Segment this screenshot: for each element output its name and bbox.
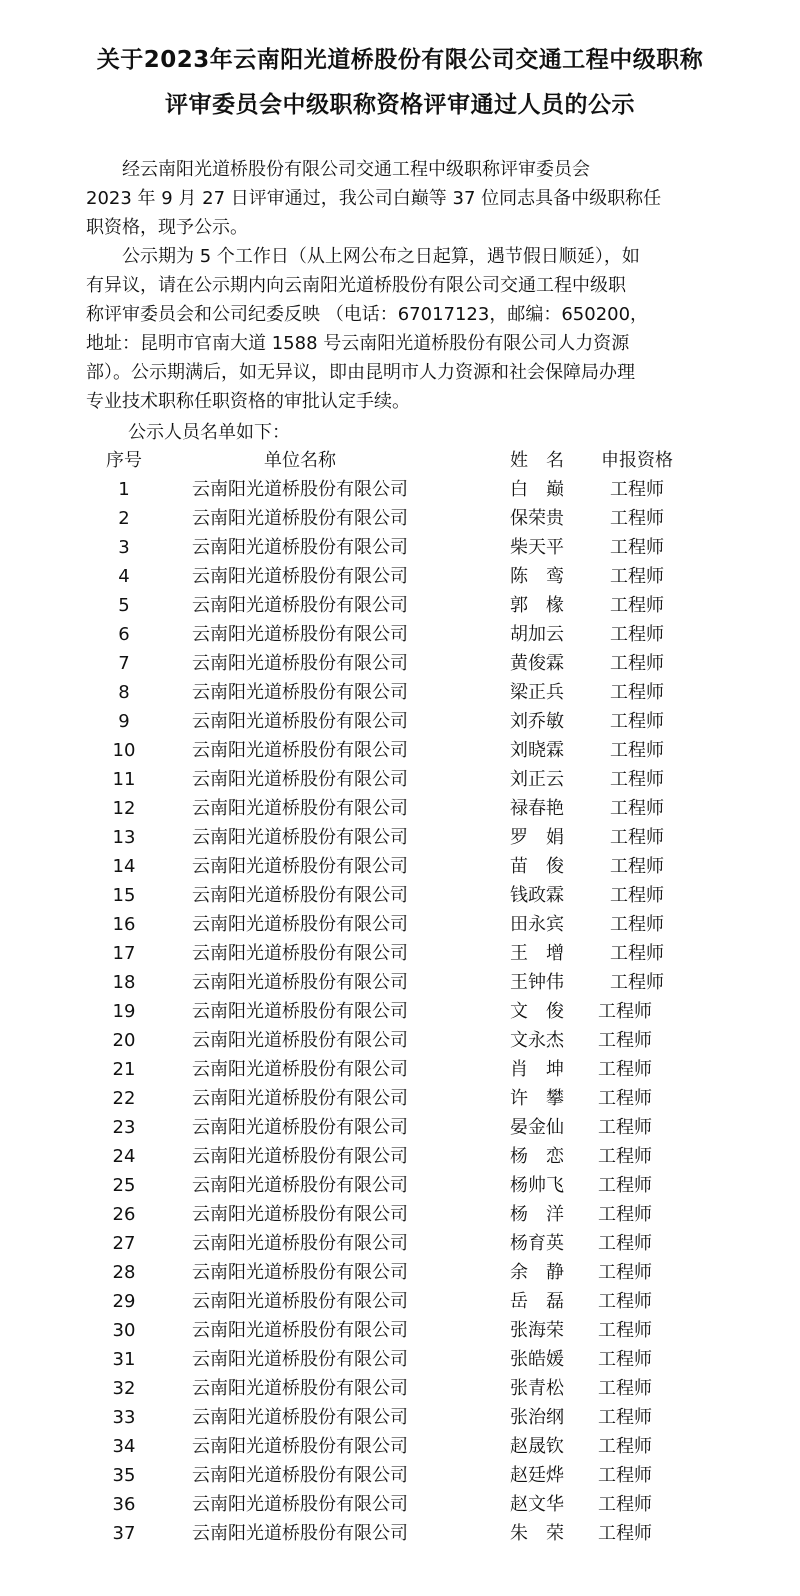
table-row	[0, 678, 800, 707]
row-unit-name: 云南阳光道桥股份有限公司	[192, 1465, 408, 1486]
header-serial-number: 序号	[106, 450, 142, 471]
row-qualification: 工程师	[610, 479, 664, 500]
row-person-name: 杨 恋	[510, 1146, 564, 1167]
row-person-name: 张青松	[510, 1378, 564, 1399]
paragraph-line: 部）。公示期满后，如无异议，即由昆明市人力资源和社会保障局办理	[86, 362, 635, 383]
row-unit-name: 云南阳光道桥股份有限公司	[192, 885, 408, 906]
row-qualification: 工程师	[610, 711, 664, 732]
row-qualification: 工程师	[598, 1320, 652, 1341]
row-serial-number: 12	[112, 798, 136, 819]
row-qualification: 工程师	[598, 1436, 652, 1457]
row-person-name: 梁正兵	[510, 682, 564, 703]
row-serial-number: 37	[112, 1523, 136, 1544]
row-unit-name: 云南阳光道桥股份有限公司	[192, 943, 408, 964]
table-row	[0, 852, 800, 881]
table-row	[0, 881, 800, 910]
row-qualification: 工程师	[598, 1059, 652, 1080]
row-unit-name: 云南阳光道桥股份有限公司	[192, 1146, 408, 1167]
row-person-name: 陈 鸾	[510, 566, 564, 587]
row-person-name: 刘晓霖	[510, 740, 564, 761]
row-person-name: 刘正云	[510, 769, 564, 790]
row-person-name: 赵晟钦	[510, 1436, 564, 1457]
row-qualification: 工程师	[598, 1175, 652, 1196]
row-person-name: 张皓媛	[510, 1349, 564, 1370]
row-serial-number: 2	[118, 508, 130, 529]
row-unit-name: 云南阳光道桥股份有限公司	[192, 914, 408, 935]
row-person-name: 张治纲	[510, 1407, 564, 1428]
row-unit-name: 云南阳光道桥股份有限公司	[192, 972, 408, 993]
table-row	[0, 1403, 800, 1432]
header-person-name: 姓 名	[510, 450, 564, 471]
table-row	[0, 591, 800, 620]
row-person-name: 黄俊霖	[510, 653, 564, 674]
row-unit-name: 云南阳光道桥股份有限公司	[192, 711, 408, 732]
row-unit-name: 云南阳光道桥股份有限公司	[192, 1407, 408, 1428]
row-serial-number: 36	[112, 1494, 136, 1515]
row-serial-number: 18	[112, 972, 136, 993]
row-qualification: 工程师	[598, 1088, 652, 1109]
row-person-name: 田永宾	[510, 914, 564, 935]
row-person-name: 王钟伟	[510, 972, 564, 993]
row-serial-number: 26	[112, 1204, 136, 1225]
row-person-name: 保荣贵	[510, 508, 564, 529]
row-qualification: 工程师	[610, 769, 664, 790]
row-serial-number: 27	[112, 1233, 136, 1254]
list-intro: 公示人员名单如下：	[128, 422, 290, 443]
table-row	[0, 939, 800, 968]
row-unit-name: 云南阳光道桥股份有限公司	[192, 1117, 408, 1138]
table-row	[0, 1258, 800, 1287]
row-unit-name: 云南阳光道桥股份有限公司	[192, 1436, 408, 1457]
row-person-name: 许 攀	[510, 1088, 564, 1109]
row-serial-number: 20	[112, 1030, 136, 1051]
row-serial-number: 33	[112, 1407, 136, 1428]
table-row	[0, 1229, 800, 1258]
row-qualification: 工程师	[610, 827, 664, 848]
row-unit-name: 云南阳光道桥股份有限公司	[192, 1349, 408, 1370]
table-row	[0, 1374, 800, 1403]
row-person-name: 钱政霖	[510, 885, 564, 906]
row-unit-name: 云南阳光道桥股份有限公司	[192, 479, 408, 500]
row-unit-name: 云南阳光道桥股份有限公司	[192, 1030, 408, 1051]
table-row	[0, 1026, 800, 1055]
row-unit-name: 云南阳光道桥股份有限公司	[192, 1233, 408, 1254]
row-qualification: 工程师	[610, 682, 664, 703]
row-unit-name: 云南阳光道桥股份有限公司	[192, 1175, 408, 1196]
row-person-name: 柴天平	[510, 537, 564, 558]
row-qualification: 工程师	[598, 1262, 652, 1283]
table-row	[0, 1113, 800, 1142]
table-row	[0, 533, 800, 562]
row-qualification: 工程师	[598, 1117, 652, 1138]
row-qualification: 工程师	[610, 653, 664, 674]
row-qualification: 工程师	[598, 1494, 652, 1515]
row-person-name: 苗 俊	[510, 856, 564, 877]
table-row	[0, 1490, 800, 1519]
row-serial-number: 11	[112, 769, 136, 790]
row-unit-name: 云南阳光道桥股份有限公司	[192, 1262, 408, 1283]
row-qualification: 工程师	[598, 1465, 652, 1486]
row-unit-name: 云南阳光道桥股份有限公司	[192, 595, 408, 616]
paragraph-line: 2023 年 9 月 27 日评审通过，我公司白巅等 37 位同志具备中级职称任	[86, 188, 662, 209]
row-person-name: 余 静	[510, 1262, 564, 1283]
row-qualification: 工程师	[610, 914, 664, 935]
row-person-name: 郭 椽	[510, 595, 564, 616]
row-serial-number: 9	[118, 711, 130, 732]
paragraph-line: 有异议，请在公示期内向云南阳光道桥股份有限公司交通工程中级职	[86, 275, 626, 296]
row-person-name: 杨育英	[510, 1233, 564, 1254]
table-row	[0, 765, 800, 794]
row-person-name: 朱 荣	[510, 1523, 564, 1544]
table-row	[0, 1287, 800, 1316]
row-serial-number: 14	[112, 856, 136, 877]
table-row	[0, 1055, 800, 1084]
row-qualification: 工程师	[598, 1523, 652, 1544]
row-unit-name: 云南阳光道桥股份有限公司	[192, 508, 408, 529]
row-qualification: 工程师	[598, 1407, 652, 1428]
table-row	[0, 649, 800, 678]
row-qualification: 工程师	[598, 1146, 652, 1167]
row-unit-name: 云南阳光道桥股份有限公司	[192, 1088, 408, 1109]
row-serial-number: 8	[118, 682, 130, 703]
row-qualification: 工程师	[598, 1378, 652, 1399]
row-person-name: 肖 坤	[510, 1059, 564, 1080]
row-qualification: 工程师	[598, 1233, 652, 1254]
row-serial-number: 13	[112, 827, 136, 848]
row-serial-number: 19	[112, 1001, 136, 1022]
row-qualification: 工程师	[598, 1291, 652, 1312]
row-serial-number: 24	[112, 1146, 136, 1167]
table-row	[0, 1461, 800, 1490]
row-qualification: 工程师	[610, 943, 664, 964]
table-row	[0, 968, 800, 997]
row-person-name: 王 增	[510, 943, 564, 964]
document-title-line-1: 关于2023年云南阳光道桥股份有限公司交通工程中级职称	[96, 47, 704, 73]
row-serial-number: 7	[118, 653, 130, 674]
paragraph-objection-period	[86, 242, 706, 416]
table-row	[0, 1171, 800, 1200]
row-unit-name: 云南阳光道桥股份有限公司	[192, 1204, 408, 1225]
row-unit-name: 云南阳光道桥股份有限公司	[192, 624, 408, 645]
row-qualification: 工程师	[610, 798, 664, 819]
row-unit-name: 云南阳光道桥股份有限公司	[192, 1001, 408, 1022]
table-row	[0, 997, 800, 1026]
row-qualification: 工程师	[598, 1349, 652, 1370]
row-person-name: 文永杰	[510, 1030, 564, 1051]
row-serial-number: 34	[112, 1436, 136, 1457]
row-serial-number: 10	[112, 740, 136, 761]
row-person-name: 杨 洋	[510, 1204, 564, 1225]
paragraph-line: 职资格，现予公示。	[86, 217, 248, 238]
table-row	[0, 707, 800, 736]
row-serial-number: 23	[112, 1117, 136, 1138]
row-person-name: 白 巅	[510, 479, 564, 500]
paragraph-line: 称评审委员会和公司纪委反映 （电话：67017123，邮编：650200，	[86, 304, 649, 325]
row-qualification: 工程师	[610, 595, 664, 616]
table-row	[0, 1084, 800, 1113]
row-unit-name: 云南阳光道桥股份有限公司	[192, 798, 408, 819]
row-person-name: 张海荣	[510, 1320, 564, 1341]
row-qualification: 工程师	[610, 566, 664, 587]
row-serial-number: 16	[112, 914, 136, 935]
row-person-name: 赵文华	[510, 1494, 564, 1515]
row-serial-number: 28	[112, 1262, 136, 1283]
row-qualification: 工程师	[610, 972, 664, 993]
row-serial-number: 5	[118, 595, 130, 616]
row-qualification: 工程师	[610, 508, 664, 529]
table-row	[0, 736, 800, 765]
row-qualification: 工程师	[610, 537, 664, 558]
row-unit-name: 云南阳光道桥股份有限公司	[192, 769, 408, 790]
row-person-name: 刘乔敏	[510, 711, 564, 732]
paragraph-approval	[86, 155, 706, 242]
row-serial-number: 21	[112, 1059, 136, 1080]
document-title-line-2: 评审委员会中级职称资格评审通过人员的公示	[165, 92, 635, 118]
row-person-name: 岳 磊	[510, 1291, 564, 1312]
row-person-name: 胡加云	[510, 624, 564, 645]
table-row	[0, 1142, 800, 1171]
row-serial-number: 25	[112, 1175, 136, 1196]
row-serial-number: 6	[118, 624, 130, 645]
row-qualification: 工程师	[610, 740, 664, 761]
row-qualification: 工程师	[598, 1001, 652, 1022]
row-unit-name: 云南阳光道桥股份有限公司	[192, 827, 408, 848]
table-row	[0, 1519, 800, 1548]
row-qualification: 工程师	[598, 1030, 652, 1051]
row-unit-name: 云南阳光道桥股份有限公司	[192, 1378, 408, 1399]
row-unit-name: 云南阳光道桥股份有限公司	[192, 682, 408, 703]
table-row	[0, 1432, 800, 1461]
row-unit-name: 云南阳光道桥股份有限公司	[192, 537, 408, 558]
row-unit-name: 云南阳光道桥股份有限公司	[192, 856, 408, 877]
table-row	[0, 1200, 800, 1229]
row-qualification: 工程师	[610, 885, 664, 906]
row-person-name: 禄春艳	[510, 798, 564, 819]
row-person-name: 晏金仙	[510, 1117, 564, 1138]
row-serial-number: 4	[118, 566, 130, 587]
row-unit-name: 云南阳光道桥股份有限公司	[192, 1523, 408, 1544]
row-unit-name: 云南阳光道桥股份有限公司	[192, 1320, 408, 1341]
row-serial-number: 1	[118, 479, 130, 500]
row-serial-number: 35	[112, 1465, 136, 1486]
paragraph-line: 地址：昆明市官南大道 1588 号云南阳光道桥股份有限公司人力资源	[86, 333, 630, 354]
table-row	[0, 1316, 800, 1345]
header-unit-name: 单位名称	[264, 450, 336, 471]
row-unit-name: 云南阳光道桥股份有限公司	[192, 740, 408, 761]
row-serial-number: 32	[112, 1378, 136, 1399]
row-person-name: 文 俊	[510, 1001, 564, 1022]
row-serial-number: 17	[112, 943, 136, 964]
row-qualification: 工程师	[610, 856, 664, 877]
row-person-name: 赵廷烨	[510, 1465, 564, 1486]
header-qualification: 申报资格	[601, 450, 673, 471]
table-row	[0, 910, 800, 939]
paragraph-line: 公示期为 5 个工作日（从上网公布之日起算，遇节假日顺延），如	[86, 246, 640, 267]
row-serial-number: 31	[112, 1349, 136, 1370]
table-row	[0, 475, 800, 504]
row-unit-name: 云南阳光道桥股份有限公司	[192, 1291, 408, 1312]
row-serial-number: 29	[112, 1291, 136, 1312]
paragraph-line: 专业技术职称任职资格的审批认定手续。	[86, 391, 410, 412]
table-row	[0, 620, 800, 649]
row-unit-name: 云南阳光道桥股份有限公司	[192, 653, 408, 674]
table-header	[0, 446, 800, 475]
row-unit-name: 云南阳光道桥股份有限公司	[192, 1059, 408, 1080]
row-serial-number: 22	[112, 1088, 136, 1109]
table-row	[0, 823, 800, 852]
row-serial-number: 15	[112, 885, 136, 906]
row-person-name: 杨帅飞	[510, 1175, 564, 1196]
row-serial-number: 3	[118, 537, 130, 558]
row-person-name: 罗 娟	[510, 827, 564, 848]
table-row	[0, 794, 800, 823]
table-row	[0, 562, 800, 591]
table-row	[0, 1345, 800, 1374]
row-serial-number: 30	[112, 1320, 136, 1341]
row-unit-name: 云南阳光道桥股份有限公司	[192, 566, 408, 587]
table-row	[0, 504, 800, 533]
row-unit-name: 云南阳光道桥股份有限公司	[192, 1494, 408, 1515]
paragraph-line: 经云南阳光道桥股份有限公司交通工程中级职称评审委员会	[86, 159, 590, 180]
row-qualification: 工程师	[610, 624, 664, 645]
row-qualification: 工程师	[598, 1204, 652, 1225]
